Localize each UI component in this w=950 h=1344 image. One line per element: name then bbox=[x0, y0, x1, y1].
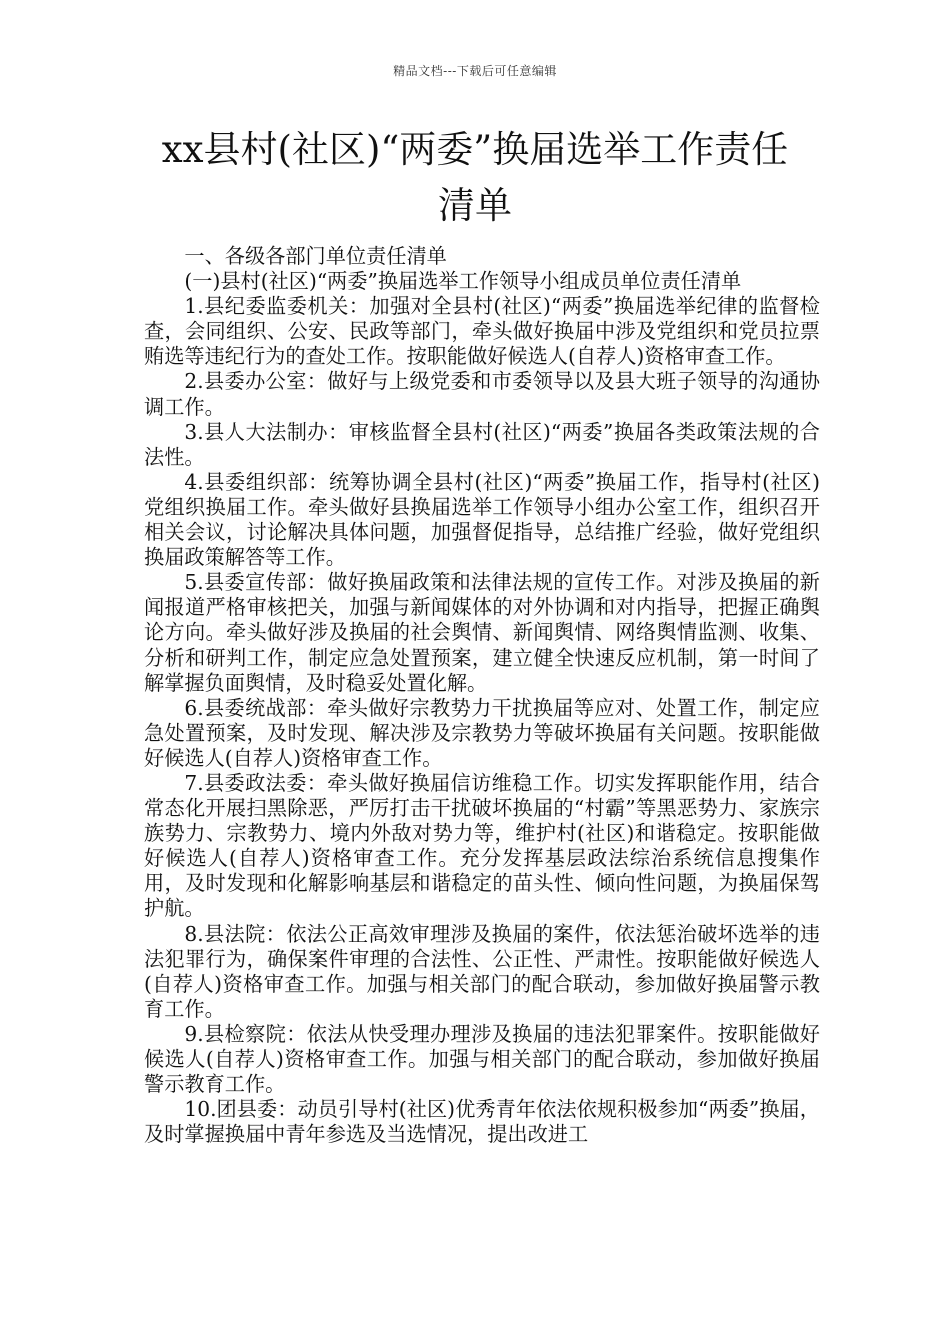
section-heading: 一、各级各部门单位责任清单 bbox=[184, 244, 447, 268]
paragraph-7: 7.县委政法委：牵头做好换届信访维稳工作。切实发挥职能作用，结合常态化开展扫黑除恶，严厉打击干扰破坏换届的“村霸”等黑恶势力、家族宗族势力、宗教势力、境内外敌对势力等，维护村(社区)和谐稳定。按职能做好候选人(自荐人)资格审查工作。充分发挥基层政法综治系统信息搜集作用，及时发现和化解影响基层和谐稳定的苗头性、倾向性问题，为换届保驾护航。 bbox=[144, 770, 820, 921]
title-line-1: xx县村(社区)“两委”换届选举工作责任 bbox=[161, 128, 789, 171]
paragraph-3: 3.县人大法制办：审核监督全县村(社区)“两委”换届各类政策法规的合法性。 bbox=[144, 419, 820, 469]
subsection-heading: (一)县村(社区)“两委”换届选举工作领导小组成员单位责任清单 bbox=[184, 269, 742, 294]
paragraph-1: 1.县纪委监委机关：加强对全县村(社区)“两委”换届选举纪律的监督检查，会同组织、公安、民政等部门，牵头做好换届中涉及党组织和党员拉票贿选等违纪行为的查处工作。按职能做好候选人(自荐人)资格审查工作。 bbox=[144, 294, 820, 369]
paragraph-9: 9.县检察院：依法从快受理办理涉及换届的违法犯罪案件。按职能做好候选人(自荐人)资格审查工作。加强与相关部门的配合联动，参加做好换届警示教育工作。 bbox=[144, 1021, 820, 1097]
document-body bbox=[144, 244, 820, 1147]
paragraph-4: 4.县委组织部：统筹协调全县村(社区)“两委”换届工作，指导村(社区)党组织换届工作。牵头做好县换届选举工作领导小组办公室工作，组织召开相关会议，讨论解决具体问题，加强督促指导，总结推广经验，做好党组织换届政策解答等工作。 bbox=[144, 469, 820, 570]
header-note: 精品文档---下载后可任意编辑 bbox=[393, 64, 557, 78]
document-title bbox=[120, 122, 830, 234]
paragraph-5: 5.县委宣传部：做好换届政策和法律法规的宣传工作。对涉及换届的新闻报道严格审核把关，加强与新闻媒体的对外协调和对内指导，把握正确舆论方向。牵头做好涉及换届的社会舆情、新闻舆情、网络舆情监测、收集、分析和研判工作，制定应急处置预案，建立健全快速反应机制，第一时间了解掌握负面舆情，及时稳妥处置化解。 bbox=[144, 570, 820, 695]
paragraph-8: 8.县法院：依法公正高效审理涉及换届的案件，依法惩治破坏选举的违法犯罪行为，确保案件审理的合法性、公正性、严肃性。按职能做好候选人(自荐人)资格审查工作。加强与相关部门的配合联动，参加做好换届警示教育工作。 bbox=[144, 921, 820, 1021]
paragraph-6: 6.县委统战部：牵头做好宗教势力干扰换届等应对、处置工作，制定应急处置预案，及时发现、解决涉及宗教势力等破坏换届有关问题。按职能做好候选人(自荐人)资格审查工作。 bbox=[144, 695, 820, 770]
paragraph-2: 2.县委办公室：做好与上级党委和市委领导以及县大班子领导的沟通协调工作。 bbox=[144, 369, 820, 419]
title-line-2: 清单 bbox=[438, 184, 512, 227]
paragraph-10: 10.团县委：动员引导村(社区)优秀青年依法依规积极参加“两委”换届，及时掌握换届中青年参选及当选情况，提出改进工 bbox=[144, 1097, 820, 1147]
